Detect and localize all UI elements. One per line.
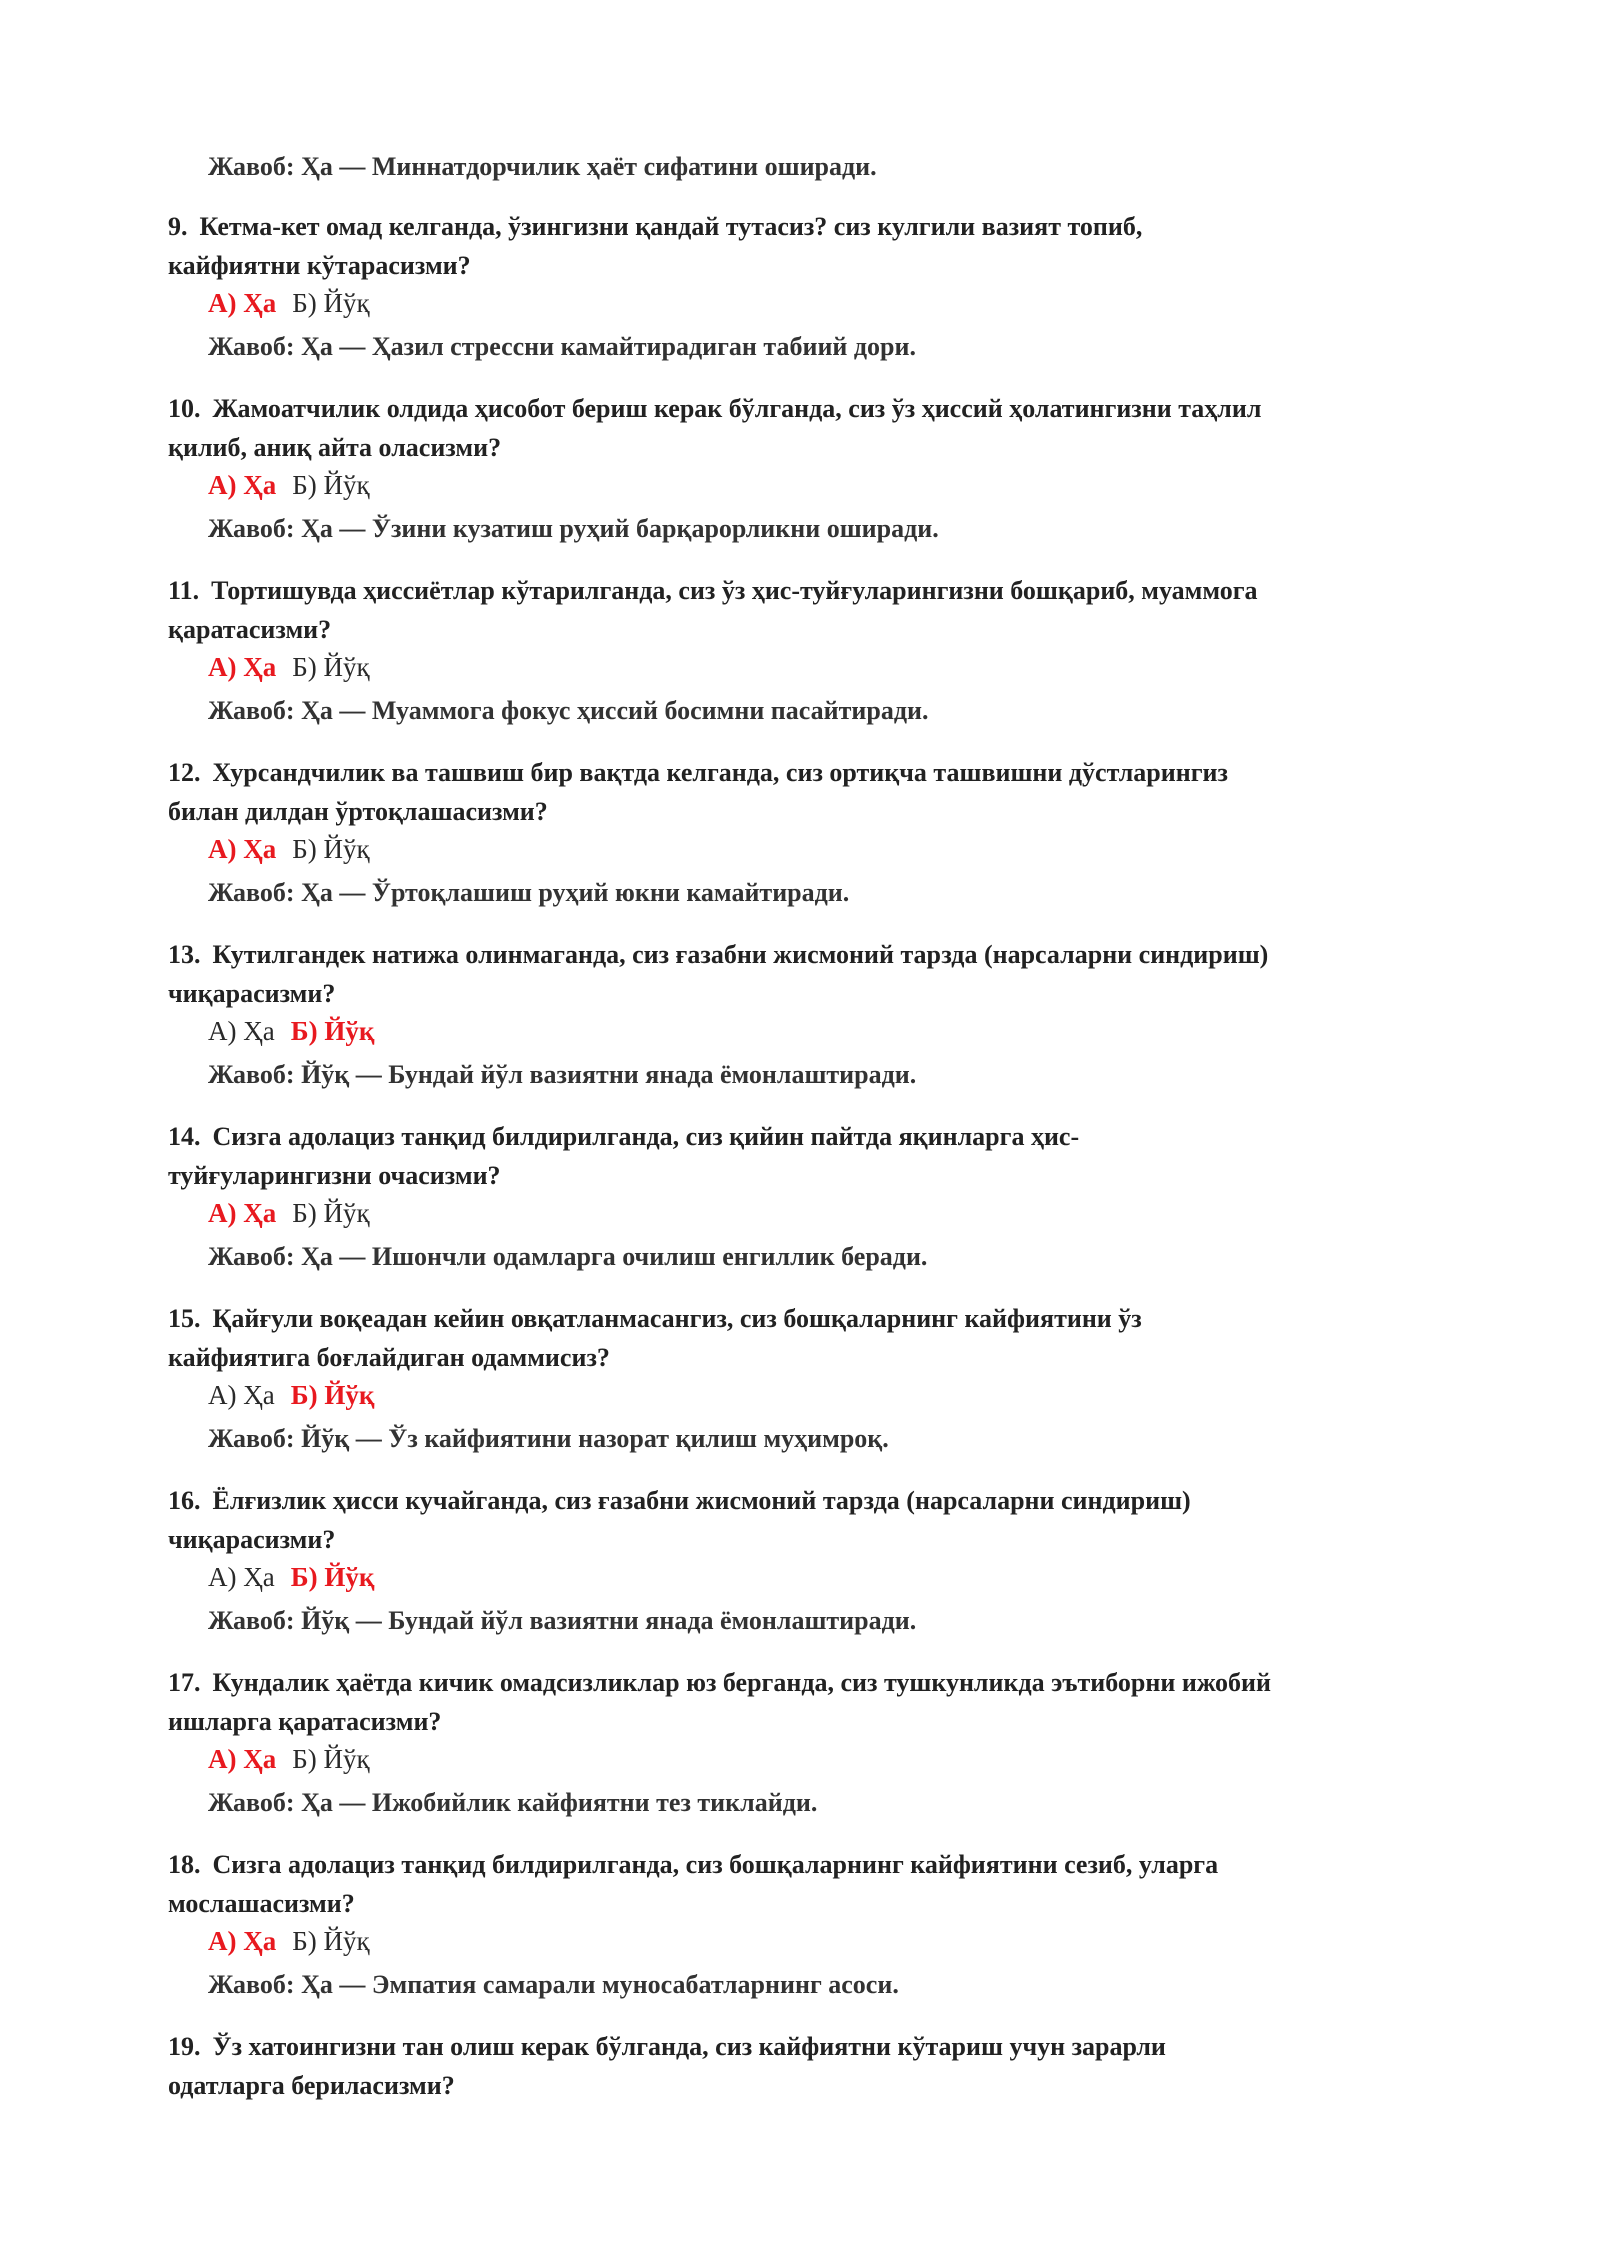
answer-options — [208, 1380, 374, 1411]
question-text-line — [168, 251, 471, 281]
answer-options — [208, 1198, 370, 1229]
option-b-correct: Б) Йўқ — [290, 1380, 375, 1410]
question-text-line — [168, 576, 1258, 606]
question-text: чиқарасизми? — [168, 979, 336, 1008]
option-b-correct: Б) Йўқ — [290, 1562, 375, 1592]
question-number: 11. — [168, 576, 200, 605]
option-b: Б) Йўқ — [292, 1926, 370, 1956]
question-text-line — [168, 1850, 1218, 1880]
option-a-correct: А) Ҳа — [208, 1926, 277, 1956]
question-text: қаратасизми? — [168, 615, 332, 644]
question-text-line — [168, 1122, 1079, 1152]
question-text: чиқарасизми? — [168, 1525, 336, 1554]
question-text-line — [168, 212, 1142, 242]
option-a: А) Ҳа — [208, 1562, 275, 1592]
option-a: А) Ҳа — [208, 1016, 275, 1046]
question-text: туйғуларингизни очасизми? — [168, 1161, 501, 1190]
answer-options — [208, 1016, 374, 1047]
answer-options — [208, 834, 370, 865]
question-number: 12. — [168, 758, 201, 787]
question-text: кайфиятига боғлайдиган одаммисиз? — [168, 1343, 610, 1372]
answer-explanation: Жавоб: Ҳа — Эмпатия самарали муносабатларнинг асоси. — [208, 1970, 899, 1999]
question-text-line — [168, 979, 335, 1009]
question-text-line — [168, 797, 548, 827]
question-text-line — [168, 394, 1261, 424]
question-text: Хурсандчилик ва ташвиш бир вақтда келганда, сиз ортиқча ташвишни дўстларингиз — [212, 758, 1228, 787]
answer-explanation: Жавоб: Йўқ — Бундай йўл вазиятни янада ёмонлаштиради. — [208, 1606, 917, 1635]
question-text: билан дилдан ўртоқлашасизми? — [168, 797, 548, 826]
answer-explanation: Жавоб: Йўқ — Ўз кайфиятини назорат қилиш муҳимроқ. — [208, 1424, 889, 1453]
answer-options — [208, 1926, 370, 1957]
question-text-line — [168, 758, 1228, 788]
option-a-correct: А) Ҳа — [208, 470, 277, 500]
question-text: Кундалик ҳаётда кичик омадсизликлар юз берганда, сиз тушкунликда эътиборни ижобий — [212, 1668, 1271, 1697]
question-text-line — [168, 2032, 1166, 2062]
question-text-line — [168, 940, 1268, 970]
question-number: 13. — [168, 940, 201, 969]
question-number: 18. — [168, 1850, 201, 1879]
question-text: қилиб, аниқ айта оласизми? — [168, 433, 502, 462]
option-a-correct: А) Ҳа — [208, 288, 277, 318]
option-b: Б) Йўқ — [292, 652, 370, 682]
option-b: Б) Йўқ — [292, 470, 370, 500]
question-text: Кутилгандек натижа олинмаганда, сиз ғазабни жисмоний тарзда (нарсаларни синдириш) — [212, 940, 1269, 969]
question-text-line — [168, 1707, 441, 1737]
question-text-line — [168, 1343, 610, 1373]
question-text-line — [168, 1486, 1191, 1516]
question-text-line — [168, 2071, 455, 2101]
answer-explanation: Жавоб: Ҳа — Ҳазил стрессни камайтирадиган табиий дори. — [208, 332, 916, 361]
option-a-correct: А) Ҳа — [208, 834, 277, 864]
question-text-line — [168, 1889, 355, 1919]
question-text-line — [168, 1525, 335, 1555]
option-b: Б) Йўқ — [292, 1198, 370, 1228]
answer-explanation: Жавоб: Ҳа — Ишончли одамларга очилиш енгиллик беради. — [208, 1242, 928, 1271]
answer-explanation: Жавоб: Йўқ — Бундай йўл вазиятни янада ёмонлаштиради. — [208, 1060, 917, 1089]
question-text: кайфиятни кўтарасизми? — [168, 251, 471, 280]
question-number: 19. — [168, 2032, 201, 2061]
answer-options — [208, 1744, 370, 1775]
question-text: Ёлғизлик ҳисси кучайганда, сиз ғазабни жисмоний тарзда (нарсаларни синдириш) — [212, 1486, 1191, 1515]
question-text: мослашасизми? — [168, 1889, 355, 1918]
option-b: Б) Йўқ — [292, 288, 370, 318]
question-text: ишларга қаратасизми? — [168, 1707, 442, 1736]
answer-options — [208, 1562, 374, 1593]
question-text-line — [168, 1161, 501, 1191]
answer-explanation: Жавоб: Ҳа — Ўртоқлашиш руҳий юкни камайтиради. — [208, 878, 850, 907]
question-text: Ўз хатоингизни тан олиш керак бўлганда, сиз кайфиятни кўтариш учун зарарли — [212, 2032, 1166, 2061]
answer-options — [208, 288, 370, 319]
question-number: 9. — [168, 212, 188, 241]
option-b-correct: Б) Йўқ — [290, 1016, 375, 1046]
question-text: Жамоатчилик олдида ҳисобот бериш керак бўлганда, сиз ўз ҳиссий ҳолатингизни таҳлил — [212, 394, 1262, 423]
option-a-correct: А) Ҳа — [208, 1744, 277, 1774]
question-number: 14. — [168, 1122, 201, 1151]
question-text: Сизга адолациз танқид билдирилганда, сиз бошқаларнинг кайфиятини сезиб, уларга — [212, 1850, 1219, 1879]
question-text: одатларга бериласизми? — [168, 2071, 455, 2100]
question-number: 16. — [168, 1486, 201, 1515]
answer-options — [208, 470, 370, 501]
option-a-correct: А) Ҳа — [208, 652, 277, 682]
top-answer-line: Жавоб: Ҳа — Миннатдорчилик ҳаёт сифатини оширади. — [208, 152, 877, 181]
question-text-line — [168, 615, 331, 645]
answer-explanation: Жавоб: Ҳа — Ижобийлик кайфиятни тез тиклайди. — [208, 1788, 818, 1817]
option-b: Б) Йўқ — [292, 1744, 370, 1774]
option-b: Б) Йўқ — [292, 834, 370, 864]
question-text-line — [168, 433, 501, 463]
question-text: Тортишувда ҳиссиётлар кўтарилганда, сиз ўз ҳис-туйғуларингизни бошқариб, муаммога — [211, 576, 1258, 605]
answer-explanation: Жавоб: Ҳа — Ўзини кузатиш руҳий барқарорликни оширади. — [208, 514, 939, 543]
option-a: А) Ҳа — [208, 1380, 275, 1410]
question-number: 10. — [168, 394, 201, 423]
answer-options — [208, 652, 370, 683]
answer-explanation: Жавоб: Ҳа — Муаммога фокус ҳиссий босимни пасайтиради. — [208, 696, 929, 725]
question-text: Қайғули воқеадан кейин овқатланмасангиз, сиз бошқаларнинг кайфиятини ўз — [212, 1304, 1142, 1333]
question-text-line — [168, 1668, 1271, 1698]
question-text-line — [168, 1304, 1142, 1334]
option-a-correct: А) Ҳа — [208, 1198, 277, 1228]
question-text: Кетма-кет омад келганда, ўзингизни қандай тутасиз? сиз кулгили вазият топиб, — [199, 212, 1143, 241]
question-text: Сизга адолациз танқид билдирилганда, сиз қийин пайтда яқинларга ҳис- — [212, 1122, 1080, 1151]
question-number: 17. — [168, 1668, 201, 1697]
question-number: 15. — [168, 1304, 201, 1333]
